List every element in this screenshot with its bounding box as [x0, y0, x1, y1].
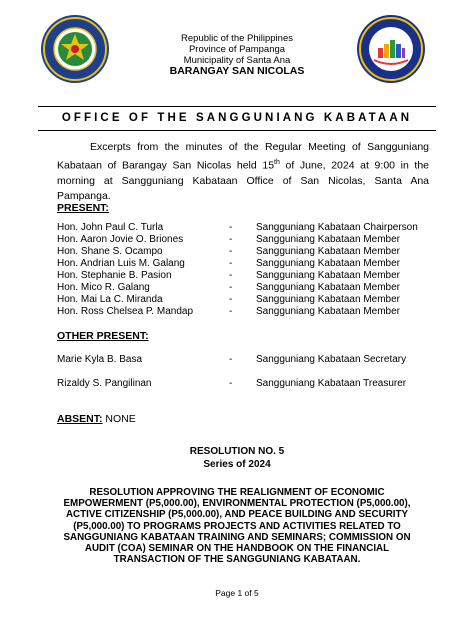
bottom-rule	[38, 130, 436, 131]
present-heading: PRESENT:	[57, 202, 109, 214]
top-rule	[38, 106, 436, 107]
header-line-province: Province of Pampanga	[188, 44, 286, 55]
attendee-row: Hon. John Paul C. Turla - Sangguniang Kabataan Chairperson	[57, 222, 418, 233]
header-barangay: BARANGAY SAN NICOLAS	[169, 65, 305, 77]
header-line-municipality: Municipality of Santa Ana	[183, 55, 291, 66]
page-number: Page 1 of 5	[215, 588, 259, 598]
resolution-number: RESOLUTION NO. 5	[189, 446, 285, 457]
other-present-heading: OTHER PRESENT:	[57, 330, 149, 342]
attendee-row: Hon. Andrian Luis M. Galang - Sangguniang Kabataan Member	[57, 258, 400, 269]
attendee-row: Hon. Mai La C. Miranda - Sangguniang Kabataan Member	[57, 294, 400, 305]
resolution-series: Series of 2024	[203, 459, 271, 470]
attendee-row: Hon. Ross Chelsea P. Mandap - Sangguniang Kabataan Member	[57, 306, 400, 317]
absent-line: ABSENT: NONE	[57, 413, 136, 425]
office-title: OFFICE OF THE SANGGUNIANG KABATAAN	[61, 112, 413, 124]
other-attendee-row: Rizaldy S. Pangilinan - Sangguniang Kabataan Treasurer	[57, 378, 407, 389]
other-attendee-row: Marie Kyla B. Basa - Sangguniang Kabataan Secretary	[57, 354, 407, 365]
attendee-row: Hon. Stephanie B. Pasion - Sangguniang Kabataan Member	[57, 270, 400, 281]
attendee-row: Hon. Shane S. Ocampo - Sangguniang Kabataan Member	[57, 246, 400, 257]
attendee-row: Hon. Mico R. Galang - Sangguniang Kabataan Member	[57, 282, 400, 293]
resolution-title: RESOLUTION APPROVING THE REALIGNMENT OF ECONOMIC EMPOWERMENT (P5,000.00), ENVIRONMENTAL PROTECTION (P5,000.00), ACTIVE CITIZENSHIP (P5,000.00), AND PEACE BUILDING AND SECURITY (P5,000.00) TO PROGRAMS PROJECTS AND ACTIVITIES RELATED TO SANGGUNIANG KABATAAN TRAINING AND SEMINARS; COMMISSION ON AUDIT (COA) SEMINAR ON THE HANDBOOK ON THE FINANCIAL TRANSACTION OF THE SANGGUNIANG KABATAAN.	[63, 487, 411, 566]
attendee-row: Hon. Aaron Jovie O. Briones - Sangguniang Kabataan Member	[57, 234, 400, 245]
intro-paragraph: Excerpts from the minutes of the Regular Meeting of Sangguniang Kabataan of Barangay San Nicolas held 15th of June, 2024 at 9:00 in the morning at Sangguniang Kabataan Office of San Nicolas, Santa Ana Pampanga.	[57, 141, 430, 202]
header-line-republic: Republic of the Philippines	[181, 33, 293, 44]
